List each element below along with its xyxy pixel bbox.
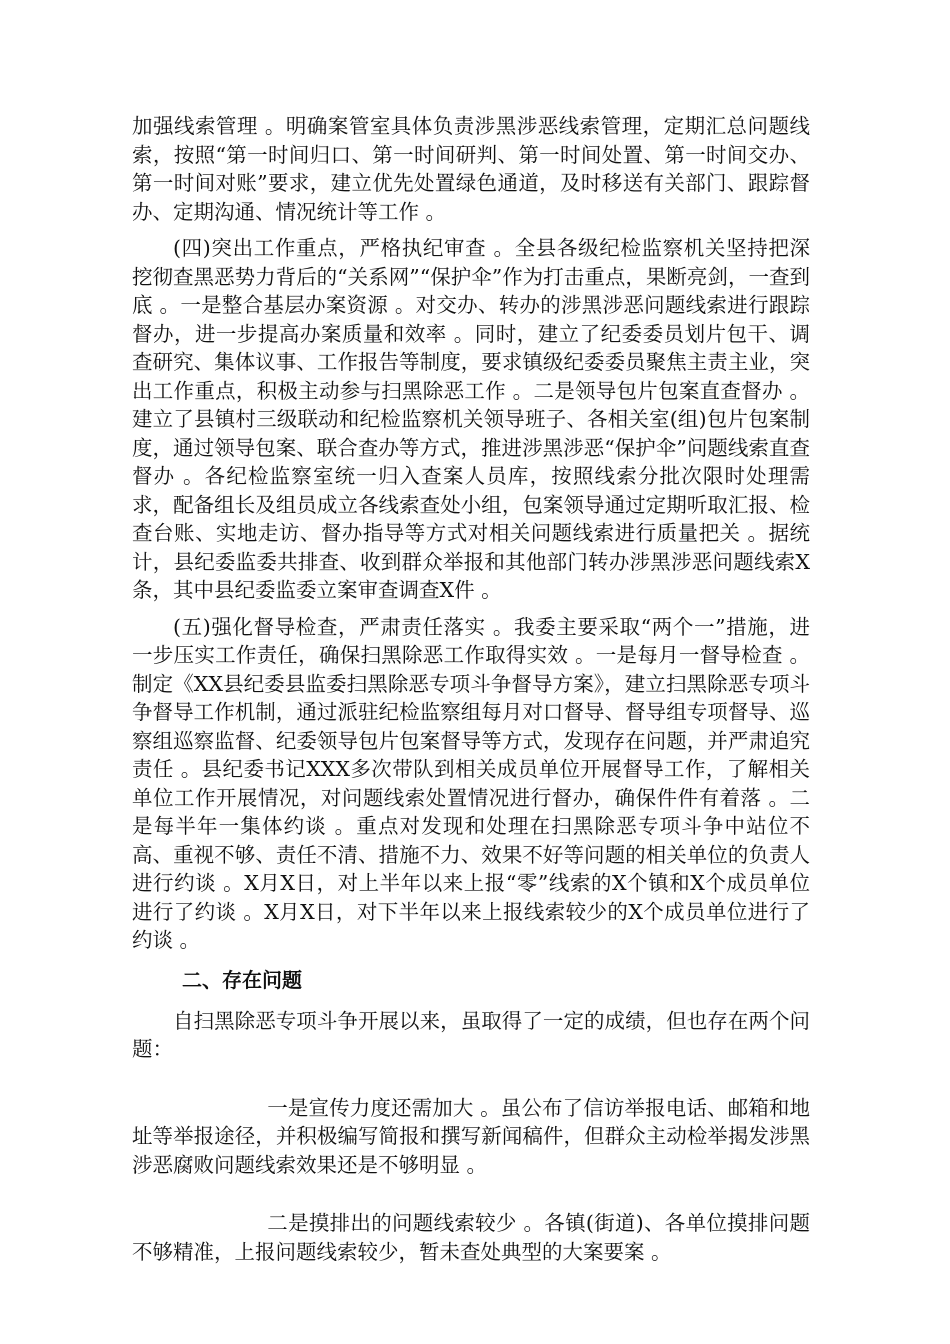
section-heading-problems: 二、存在问题 — [182, 967, 302, 992]
paragraph-clue-management: 加强线索管理 。明确案管室具体负责涉黑涉恶线索管理，定期汇总问题线索，按照“第一时间归口、第一时间研判、第一时间处置、第一时间交办、第一时间对账”要求，建立优先处置绿色通道，及时移送有关部门、跟踪督办、定期沟通、情况统计等工作 。 — [132, 114, 810, 224]
paragraph-problem-one: 一是宣传力度还需加大 。虽公布了信访举报电话、邮箱和地址等举报途径，并积极编写简报和撰写新闻稿件，但群众主动检举揭发涉黑涉恶腐败问题线索效果还是不够明显 。 — [132, 1095, 810, 1177]
paragraph-spacer — [132, 1072, 810, 1094]
paragraph-problem-two: 二是摸排出的问题线索较少 。各镇(街道)、各单位摸排问题不够精准，上报问题线索较少，暂未查处典型的大案要案 。 — [132, 1211, 810, 1264]
document-page — [132, 112, 810, 1274]
paragraph-problems-intro: 自扫黑除恶专项斗争开展以来，虽取得了一定的成绩，但也存在两个问题： — [132, 1008, 810, 1061]
paragraph-spacer — [132, 1187, 810, 1209]
paragraph-section-four: (四)突出工作重点，严格执纪审查 。全县各级纪检监察机关坚持把深挖彻查黑恶势力背后的“关系网”“保护伞”作为打击重点，果断亮剑，一查到底 。一是整合基层办案资源 。对交办、转办的涉黑涉恶问题线索进行跟踪督办，进一步提高办案质量和效率 。同时，建立了纪委委员划片包干、调查研究、集体议事、工作报告等制度，要求镇级纪委委员聚焦主责主业，突出工作重点，积极主动参与扫黑除恶工作 。二是领导包片包案直查督办 。建立了县镇村三级联动和纪检监察机关领导班子、各相关室(组)包片包案制度，通过领导包案、联合查办等方式，推进涉黑涉恶“保护伞”问题线索直查督办 。各纪检监察室统一归入查案人员库，按照线索分批次限时处理需求，配备组长及组员成立各线索查处小组，包案领导通过定期听取汇报、检查台账、实地走访、督办指导等方式对相关问题线索进行质量把关 。据统计，县纪委监委共排查、收到群众举报和其他部门转办涉黑涉恶问题线索X条，其中县纪委监委立案审查调查X件 。 — [132, 236, 810, 602]
paragraph-section-five: (五)强化督导检查，严肃责任落实 。我委主要采取“两个一”措施，进一步压实工作责任，确保扫黑除恶工作取得实效 。一是每月一督导检查 。制定《XX县纪委县监委扫黑除恶专项斗争督导方案》，建立扫黑除恶专项斗争督导工作机制，通过派驻纪检监察组每月对口督导、督导组专项督导、巡察组巡察监督、纪委领导包片包案督导等方式，发现存在问题，并严肃追究责任 。县纪委书记XXX多次带队到相关成员单位开展督导工作，了解相关单位工作开展情况，对问题线索处置情况进行督办，确保件件有着落 。二是每半年一集体约谈 。重点对发现和处理在扫黑除恶专项斗争中站位不高、重视不够、责任不清、措施不力、效果不好等问题的相关单位的负责人进行约谈 。X月X日，对上半年以来上报“零”线索的X个镇和X个成员单位进行了约谈 。X月X日，对下半年以来上报线索较少的X个成员单位进行了约谈 。 — [132, 614, 810, 952]
